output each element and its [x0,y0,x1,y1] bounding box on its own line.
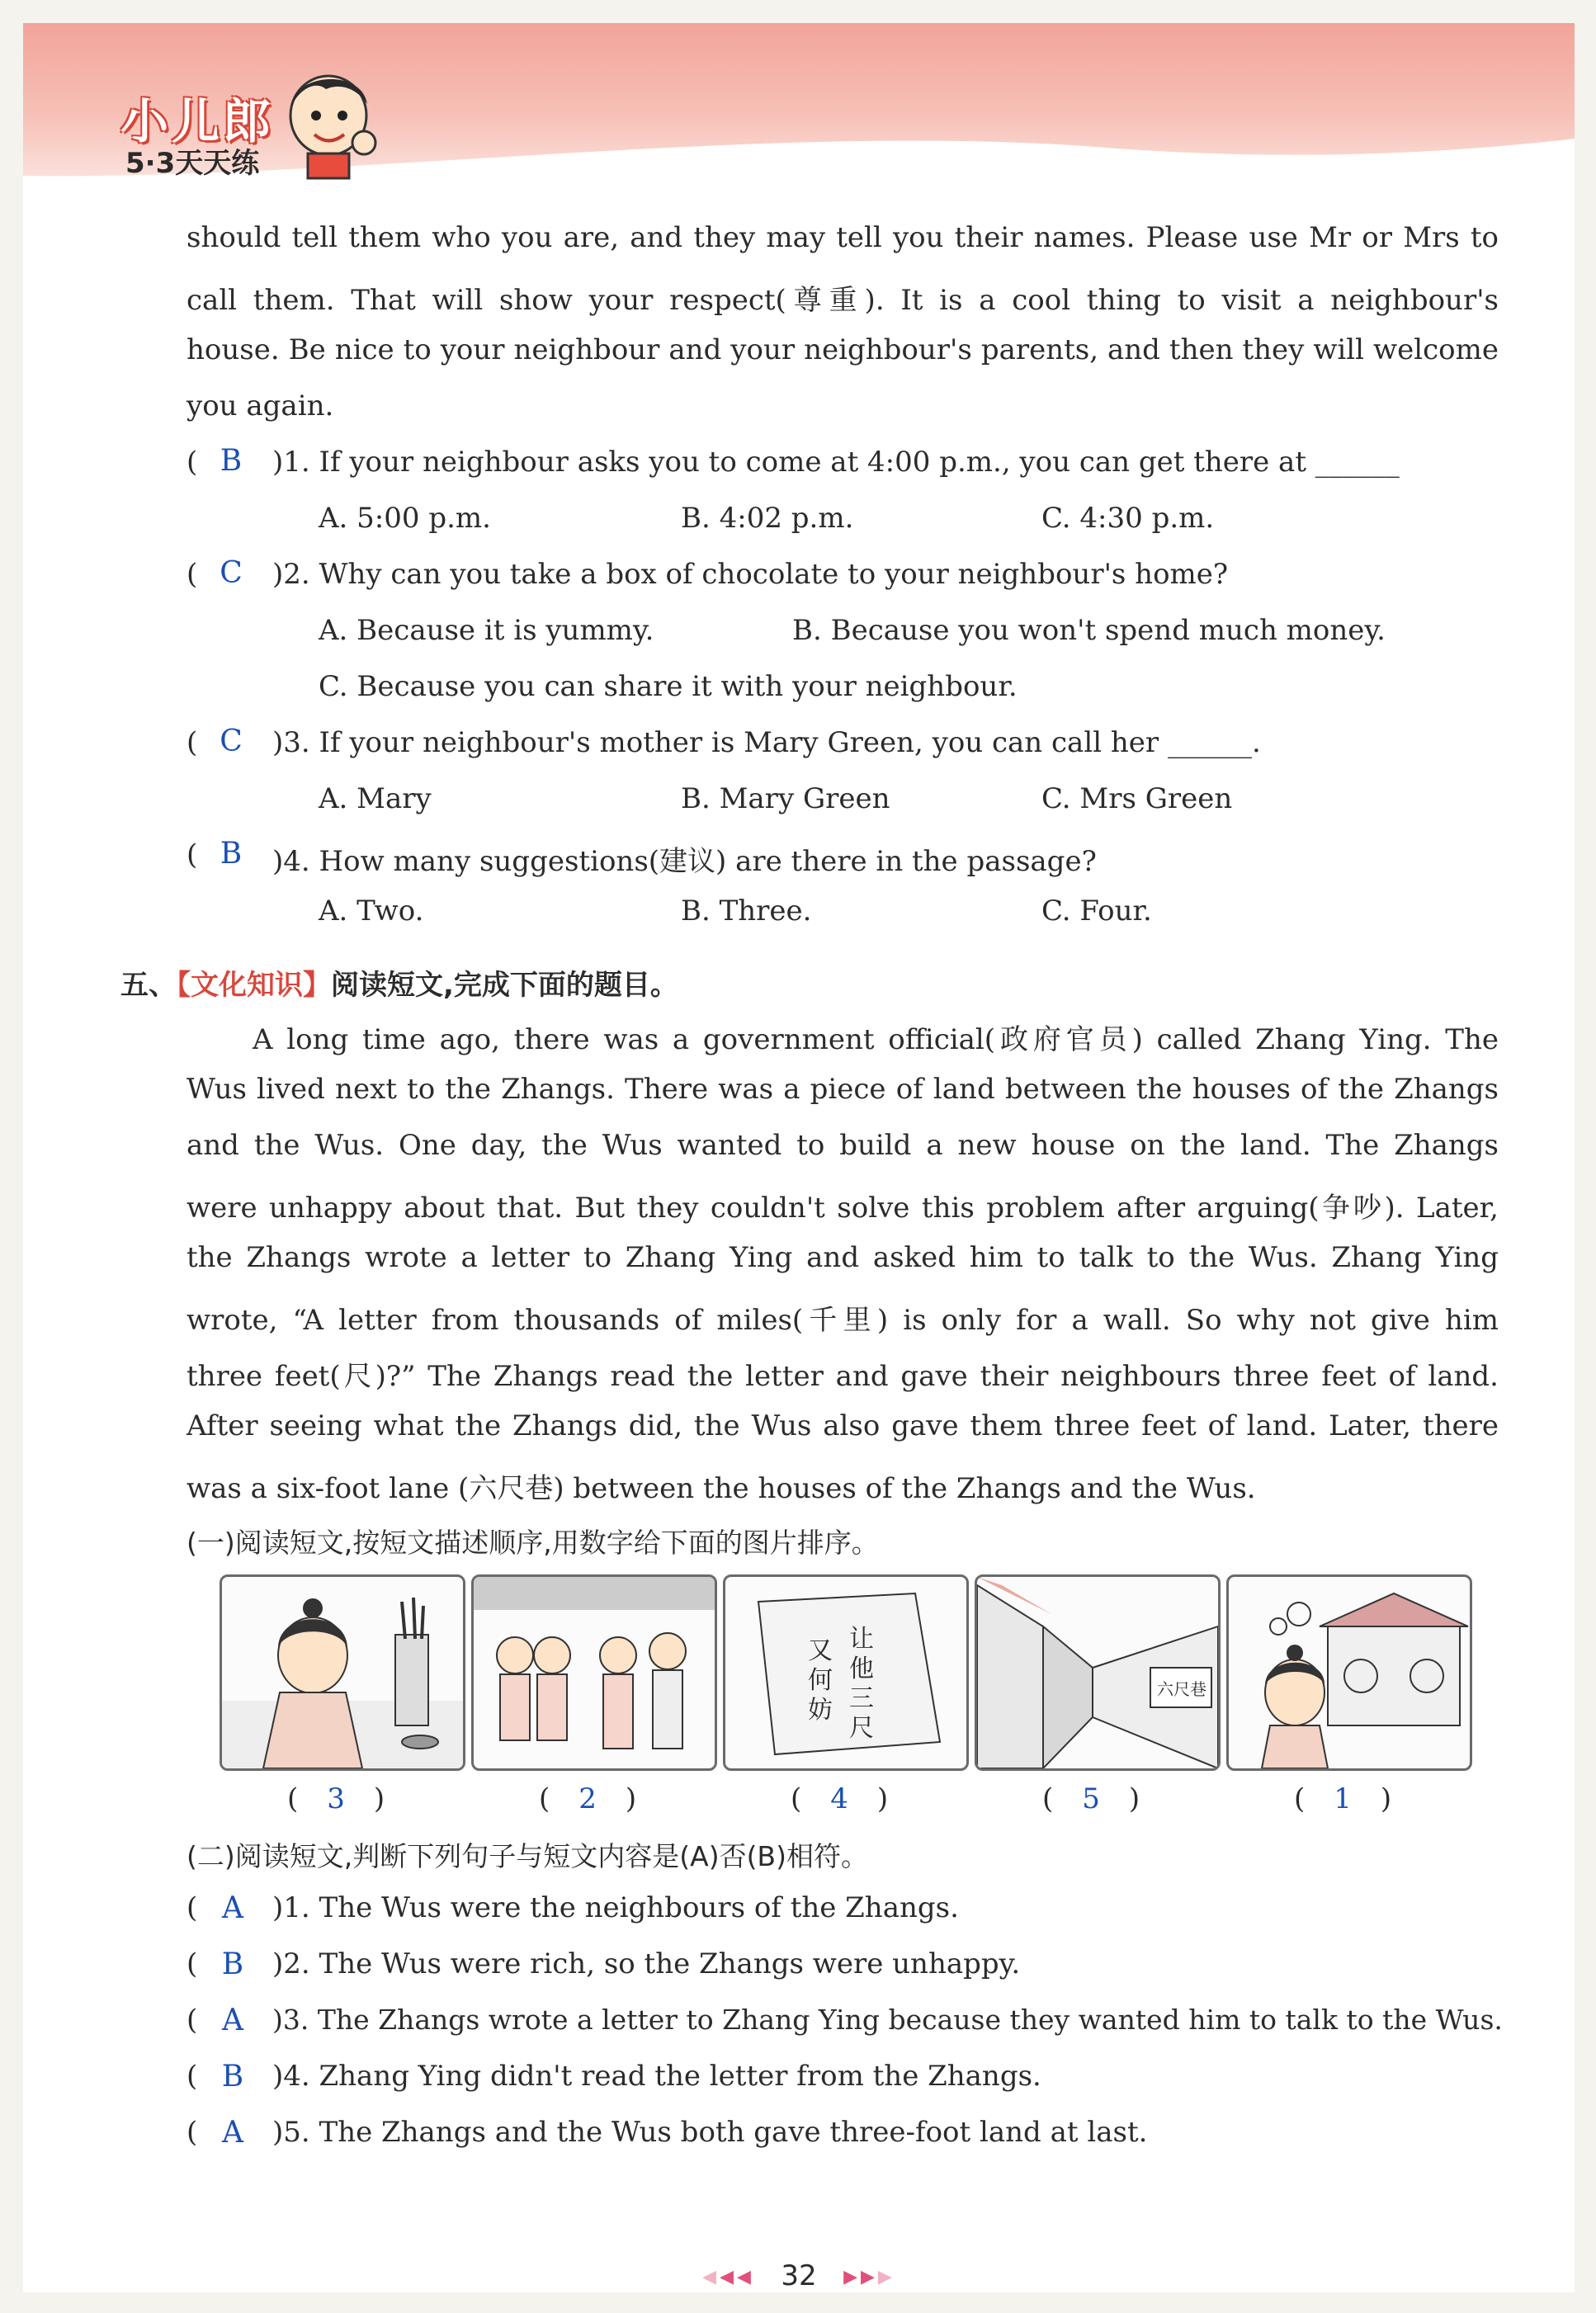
passage-line: three feet(尺)?” The Zhangs read the letter and gave their neighbours three feet of land. [187,1360,1499,1393]
answer-paren-open: ( [187,1947,198,1980]
passage-line: wrote, “A letter from thousands of miles(千里) is only for a wall. So why not give him [187,1304,1499,1337]
judgment-text: )1. The Wus were the neighbours of the Zhangs. [272,1891,959,1924]
answer-mark: C [220,725,243,758]
answer-mark: B [221,2060,244,2094]
prev-arrows-icon: ◀◀ [720,2267,754,2287]
passage-line: After seeing what the Zhangs did, the Wus also gave them three feet of land. Later, there [187,1409,1499,1442]
answer-paren-open: ( [187,838,198,871]
page-footer [23,2259,1575,2292]
lane-sign: 六尺巷 [1157,1679,1206,1699]
answer-paren-open: ( [187,726,198,759]
judgment-text: )2. The Wus were rich, so the Zhangs were unhappy. [272,1947,1021,1980]
mascot-icon [275,64,382,180]
picture-thinking-official [1226,1574,1472,1771]
option-b: B. Because you won't spend much money. [792,614,1386,647]
option-b: B. 4:02 p.m. [681,502,854,535]
arguing-people-icon [474,1577,715,1768]
judgment-text: )3. The Zhangs wrote a letter to Zhang Ying because they wanted him to talk to the Wus. [272,2004,1503,2036]
answer-mark: B [220,444,243,478]
letter-icon [725,1577,966,1768]
picture-answer: ( 5 ) [1042,1782,1140,1815]
section-number: 五、 [120,969,177,1002]
judgment-text: )5. The Zhangs and the Wus both gave three-foot land at last. [272,2116,1148,2149]
passage-line: you again. [187,389,334,422]
series-label: 5·3天天练 [125,147,260,180]
answer-paren-open: ( [187,1891,198,1924]
passage-line: house. Be nice to your neighbour and your neighbour's parents, and then they will welcome [187,333,1499,366]
option-b: B. Three. [681,895,812,928]
picture-answer: ( 3 ) [287,1782,385,1815]
header-banner [23,23,1575,188]
question-text: )3. If your neighbour's mother is Mary Green, you can call her ______. [272,726,1261,759]
section-heading [120,962,678,1003]
answer-mark: A [222,2116,243,2150]
letter-text-left: 又 何 妨 [808,1636,833,1725]
section-tag: 【文化知识】 [177,969,331,1002]
picture-answer: ( 4 ) [791,1782,889,1815]
passage-line: should tell them who you are, and they may tell you their names. Please use Mr or Mrs to [187,221,1499,254]
answer-mark: B [221,1947,244,1981]
answer-paren-open: ( [187,2004,198,2037]
option-a: A. Mary [319,782,432,815]
lane-walls-icon [977,1577,1218,1768]
option-a: A. Because it is yummy. [319,614,654,647]
passage-line: A long time ago, there was a government official(政府官员) called Zhang Ying. The [253,1023,1499,1056]
passage-line: was a six-foot lane (六尺巷) between the houses of the Zhangs and the Wus. [187,1472,1256,1505]
question-text: )1. If your neighbour asks you to come at 4:00 p.m., you can get there at ______ [272,446,1400,479]
option-a: A. 5:00 p.m. [319,502,491,535]
option-b: B. Mary Green [681,782,890,815]
picture-neighbours-arguing [471,1574,717,1771]
answer-paren-open: ( [187,2116,198,2149]
picture-answer: ( 1 ) [1294,1782,1392,1815]
next-arrows-icon: ▶ [877,2267,895,2287]
option-c: C. Four. [1041,895,1152,928]
option-c: C. Mrs Green [1041,782,1233,815]
answer-paren-open: ( [187,2060,198,2093]
page [23,23,1575,2292]
answer-mark: C [220,556,243,590]
section-title: 阅读短文,完成下面的题目。 [331,969,678,1002]
answer-paren-open: ( [187,558,198,591]
brand-logo: 小儿郎 [120,93,275,149]
prev-arrows-icon: ◀ [702,2267,720,2287]
answer-paren-open: ( [187,446,198,479]
picture-answer: ( 2 ) [539,1782,637,1815]
page-number: 32 [781,2259,817,2292]
letter-text-right: 让 他 三 尺 [849,1625,874,1743]
judgment-text: )4. Zhang Ying didn't read the letter from the Zhangs. [272,2060,1041,2093]
question-text: )4. How many suggestions(建议) are there in the passage? [272,845,1097,878]
official-writing-icon [222,1577,463,1768]
passage-line: Wus lived next to the Zhangs. There was a piece of land between the houses of the Zhangs [187,1073,1499,1106]
picture-official-writing [220,1574,465,1771]
part1-title: (一)阅读短文,按短文描述顺序,用数字给下面的图片排序。 [187,1527,879,1559]
part2-title: (二)阅读短文,判断下列句子与短文内容是(A)否(B)相符。 [187,1840,868,1872]
question-text: )2. Why can you take a box of chocolate to your neighbour's home? [272,558,1229,591]
thinking-person-icon [1229,1577,1470,1768]
passage-line: were unhappy about that. But they couldn't solve this problem after arguing(争吵). Later, [187,1192,1499,1225]
passage-line: the Zhangs wrote a letter to Zhang Ying and asked him to talk to the Wus. Zhang Ying [187,1241,1499,1274]
passage-line: and the Wus. One day, the Wus wanted to build a new house on the land. The Zhangs [187,1129,1499,1162]
next-arrows-icon: ▶▶ [843,2267,878,2287]
option-c: C. 4:30 p.m. [1041,502,1215,535]
option-a: A. Two. [319,895,424,928]
answer-mark: A [222,2004,243,2037]
option-c: C. Because you can share it with your neighbour. [319,670,1018,703]
picture-letter [723,1574,969,1771]
answer-mark: B [220,837,243,871]
answer-mark: A [222,1891,243,1925]
passage-line: call them. That will show your respect(尊重). It is a cool thing to visit a neighbour's [187,284,1499,317]
picture-six-foot-lane [975,1574,1221,1771]
